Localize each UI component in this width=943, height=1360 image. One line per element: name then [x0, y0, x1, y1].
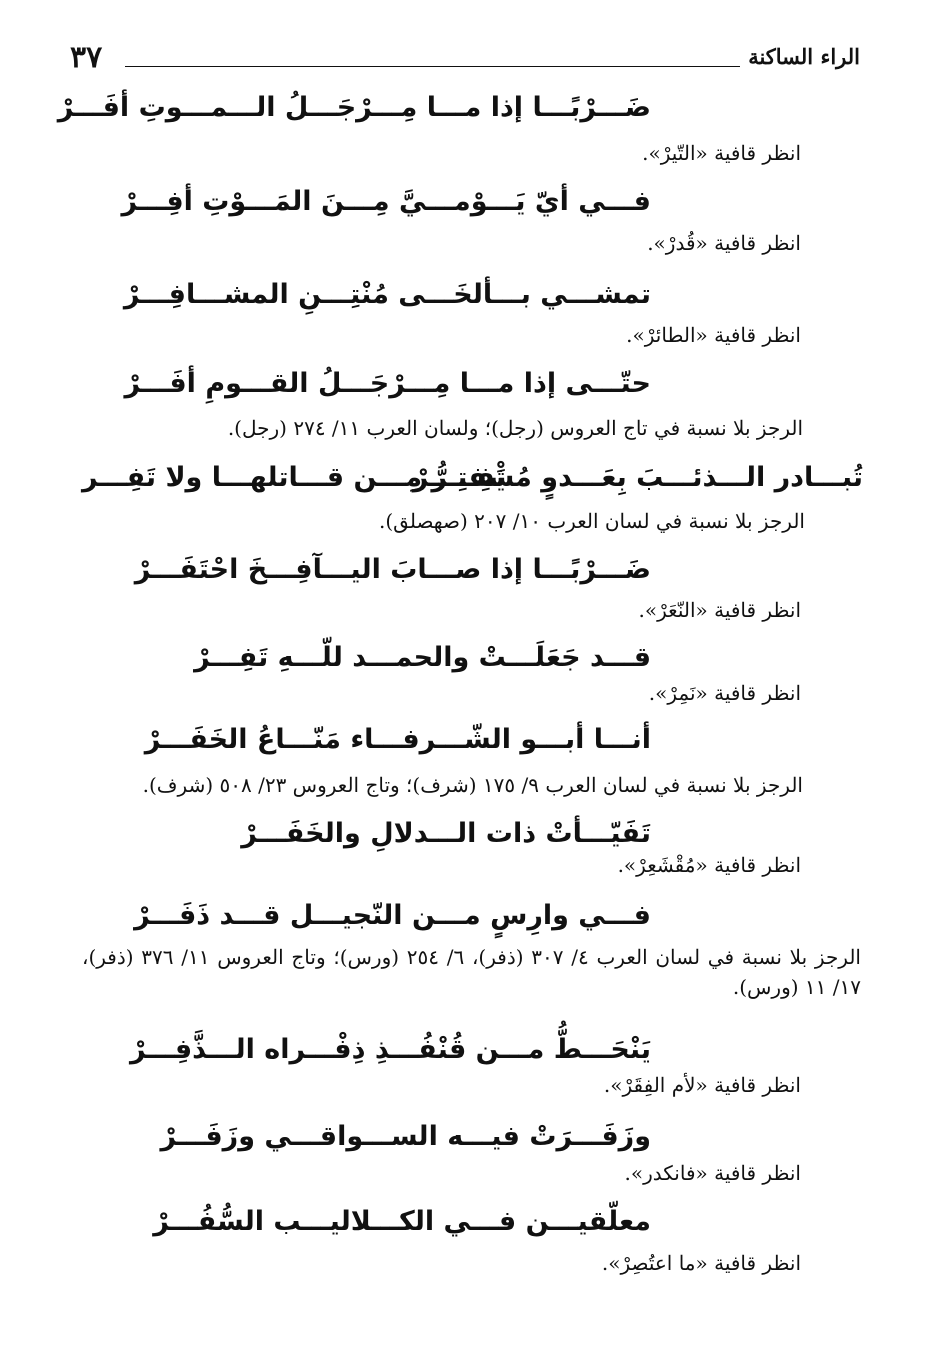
verse-line: ضَـــرْبًـــا إذا صـــابَ اليـــآفِـــخَ احْتَفَـــرْ — [134, 554, 651, 585]
note-line: انظر قافية «قُدرْ». — [647, 231, 801, 255]
note-line: انظر قافية «التّيرْ». — [642, 141, 801, 165]
note-line: انظر قافية «نَمِرْ». — [648, 681, 801, 705]
page-header — [60, 40, 860, 80]
verse-line: حتّـــى إذا مـــا مِـــرْجَـــلُ القـــومِ أفَـــرْ — [124, 368, 651, 399]
note-line: انظر قافية «فانكدر». — [624, 1161, 801, 1185]
note-line: الرجز بلا نسبة في لسان العرب ٩/ ١٧٥ (شرف)؛ وتاج العروس ٢٣/ ٥٠٨ (شرف). — [142, 773, 803, 797]
verse-line: تَفَيّـــأتْ ذات الـــدلالِ والخَفَـــرْ — [241, 818, 651, 849]
verse-line: قـــد جَعَلَـــتْ والحمـــد للّـــهِ تَفِـــرْ — [194, 642, 651, 673]
note-line: انظر قافية «مُقْشَعِرْ». — [617, 853, 801, 877]
note-line: انظر قافية «لأم الفِقَرْ». — [603, 1073, 801, 1097]
note-paragraph: الرجز بلا نسبة في لسان العرب ٤/ ٣٠٧ (ذفر)، ٦/ ٢٥٤ (ورس)؛ وتاج العروس ١١/ ٣٧٦ (ذفر)، ١٧/ ١١ (ورس). — [82, 945, 861, 999]
page-number: ٣٧ — [70, 40, 103, 75]
note-line: انظر قافية «النّعَرْ». — [638, 598, 801, 622]
note-line: انظر قافية «الطائرْ». — [626, 323, 801, 347]
verse-hemistich-first: تُبـــادر الـــذئـــبَ بِعَـــدوٍ مُشْفتِـــرْ — [412, 462, 863, 493]
verse-line: يَنْحَـــطُّ مـــن قُنْفُـــذِ ذِفْـــراه الـــذَّفِـــرْ — [130, 1034, 651, 1065]
verse-line: وزَفَـــرَتْ فيـــه الســـواقـــي وزَفَـــرْ — [160, 1121, 651, 1152]
running-title: الراء الساكنة — [748, 44, 860, 69]
verse-line: تمشـــي بـــألخَـــى مُنْتِـــنِ المشـــافِـــرْ — [123, 279, 651, 310]
verse-line: أنـــا أبـــو الشّـــرفـــاء مَنّـــاعُ الخَفَـــرْ — [144, 724, 651, 755]
header-rule — [125, 66, 740, 67]
verse-line: فـــي أيّ يَـــوْمـــيَّ مِـــنَ المَـــوْتِ أفِـــرْ — [121, 186, 651, 217]
verse-line: فـــي وارِسٍ مـــن النّجيـــل قـــد ذَفَـــرْ — [134, 900, 651, 931]
note-line: الرجز بلا نسبة في تاج العروس (رجل)؛ ولسان العرب ١١/ ٢٧٤ (رجل). — [227, 416, 803, 440]
verse-line: ضَـــرْبًـــا إذا مـــا مِـــرْجَـــلُ الـــمـــوتِ أفَـــرْ — [57, 92, 651, 123]
note-line: الرجز بلا نسبة في لسان العرب ١٠/ ٢٠٧ (صهصلق). — [378, 509, 805, 533]
note-line: انظر قافية «ما اعتُصِرْ». — [601, 1251, 801, 1275]
verse-hemistich-second: يَفِـــرُّ مِـــن قـــاتلهـــا ولا تَفِـــر — [82, 462, 506, 493]
verse-line: معلّقيـــن فـــي الكـــلاليـــب السُّفُـــرْ — [153, 1206, 651, 1237]
